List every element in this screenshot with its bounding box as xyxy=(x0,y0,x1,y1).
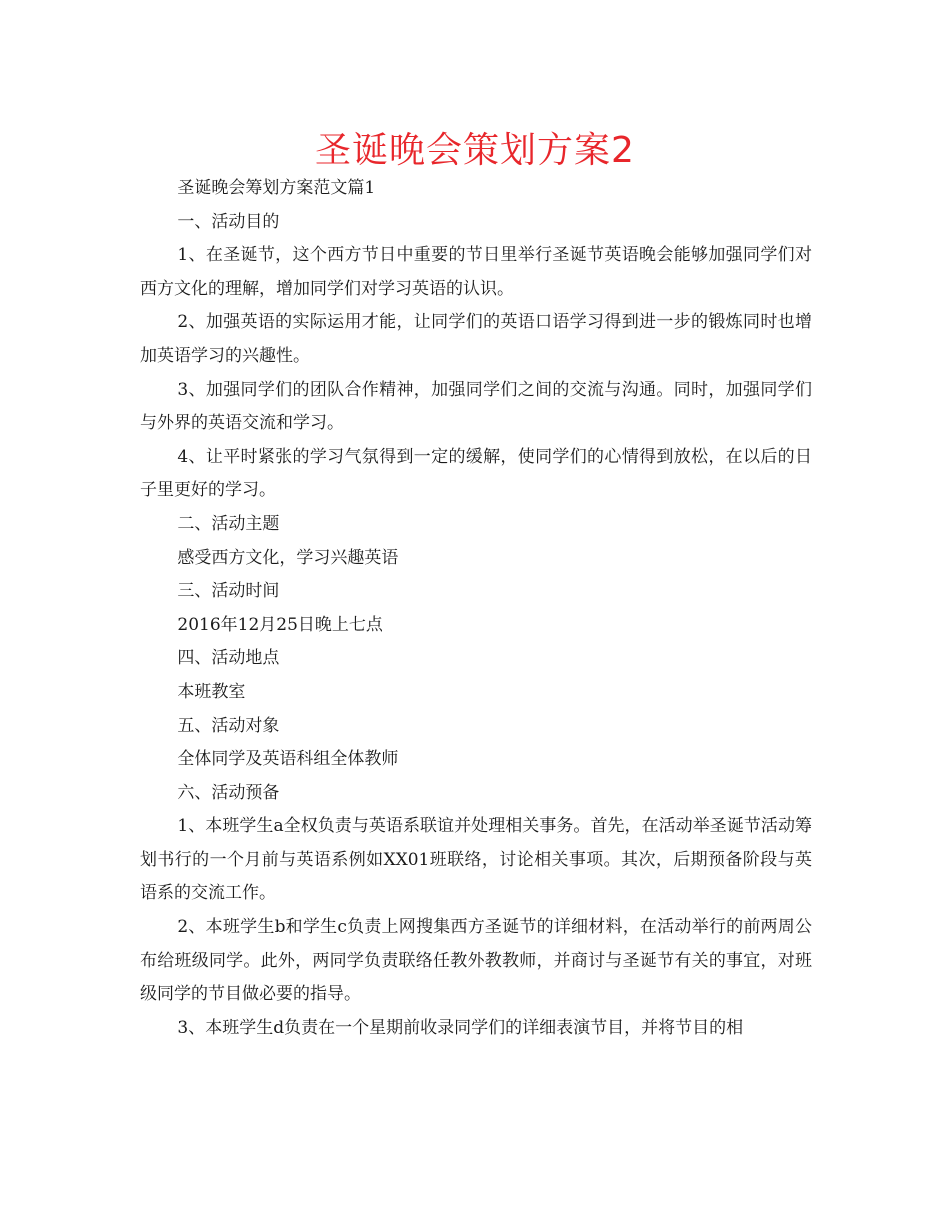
heading-activity-theme: 二、活动主题 xyxy=(177,513,280,534)
document-title: 圣诞晚会策划方案2 xyxy=(315,130,635,171)
paragraph-subtitle: 圣诞晚会筹划方案范文篇1 xyxy=(177,178,376,198)
heading-activity-time: 三、活动时间 xyxy=(177,581,280,602)
paragraph-purpose-4: 4、让平时紧张的学习气氛得到一定的缓解，使同学们的心情得到放松，在以后的日子里更好的学习。 xyxy=(140,446,812,501)
paragraph-preparation-1: 1、本班学生a全权负责与英语系联谊并处理相关事务。首先，在活动举圣诞节活动筹划书行的一个月前与英语系例如XX01班联络，讨论相关事项。其次，后期预备阶段与英语系的交流工作。 xyxy=(140,816,812,904)
paragraph-preparation-2: 2、本班学生b和学生c负责上网搜集西方圣诞节的详细材料，在活动举行的前两周公布给班级同学。此外，两同学负责联络任教外教教师，并商讨与圣诞节有关的事宜，对班级同学的节目做必要的指导。 xyxy=(140,917,812,1005)
heading-activity-location: 四、活动地点 xyxy=(177,648,280,669)
heading-activity-audience: 五、活动对象 xyxy=(177,715,280,736)
paragraph-location: 本班教室 xyxy=(177,681,246,702)
paragraph-purpose-1: 1、在圣诞节，这个西方节日中重要的节日里举行圣诞节英语晚会能够加强同学们对西方文化的理解，增加同学们对学习英语的认识。 xyxy=(140,245,812,299)
paragraph-audience: 全体同学及英语科组全体教师 xyxy=(177,749,399,770)
paragraph-purpose-3: 3、加强同学们的团队合作精神，加强同学们之间的交流与沟通。同时，加强同学们与外界的英语交流和学习。 xyxy=(140,379,812,434)
document-body xyxy=(140,172,812,1045)
heading-activity-preparation: 六、活动预备 xyxy=(177,782,280,803)
paragraph-purpose-2: 2、加强英语的实际运用才能，让同学们的英语口语学习得到进一步的锻炼同时也增加英语学习的兴趣性。 xyxy=(140,312,812,366)
heading-activity-purpose: 一、活动目的 xyxy=(177,211,280,232)
paragraph-preparation-3: 3、本班学生d负责在一个星期前收录同学们的详细表演节目，并将节目的相 xyxy=(177,1017,744,1038)
paragraph-time: 2016年12月25日晚上七点 xyxy=(177,614,383,635)
paragraph-theme: 感受西方文化，学习兴趣英语 xyxy=(177,547,399,568)
